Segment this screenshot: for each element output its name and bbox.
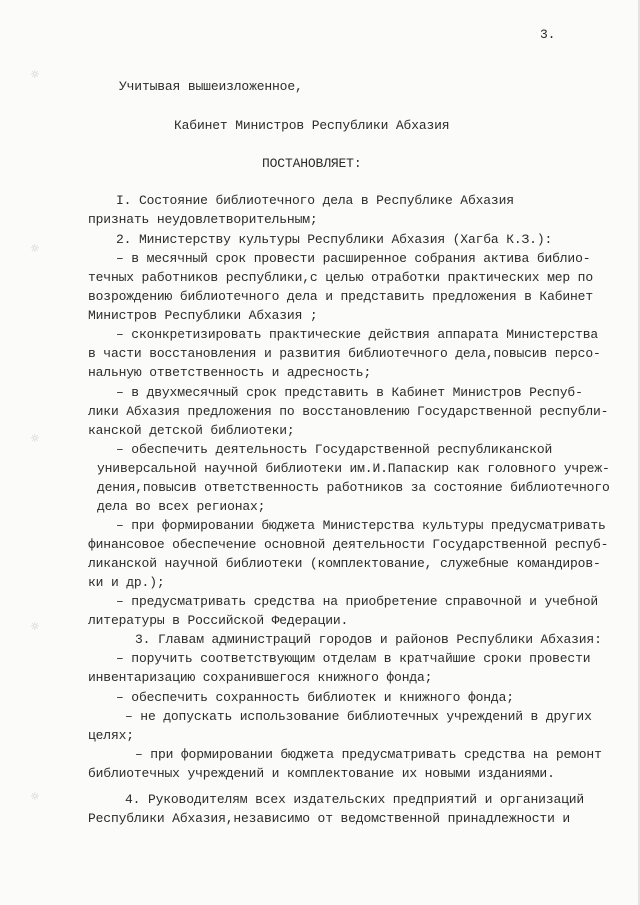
body-line: Республики Абхазия,независимо от ведомственной принадлежности и bbox=[88, 811, 571, 826]
body-line: 3. Главам администраций городов и районов Республики Абхазия: bbox=[135, 632, 602, 647]
margin-mark: ☼ bbox=[30, 242, 40, 255]
body-line: в части восстановления и развития библиотечного дела,повысив персо- bbox=[88, 346, 601, 361]
body-line: лики Абхазия предложения по восстановлению Государственной республи- bbox=[88, 404, 609, 419]
body-line: ки и др.); bbox=[88, 575, 165, 590]
body-line: канской детской библиотеки; bbox=[88, 423, 295, 438]
body-line: ликанской научной библиотеки (комплектование, служебные командиров- bbox=[88, 556, 601, 571]
intro-text: Учитывая вышеизложенное, bbox=[119, 79, 303, 94]
body-line: I. Состояние библиотечного дела в Республике Абхазия bbox=[116, 193, 514, 208]
body-line: возрождению библиотечного дела и представить предложения в Кабинет bbox=[88, 289, 593, 304]
body-line: универсальной научной библиотеки им.И.Папаскир как головного учреж- bbox=[97, 461, 610, 476]
body-line: – обеспечить деятельность Государственной республиканской bbox=[116, 442, 553, 457]
margin-mark: ☼ bbox=[30, 432, 40, 445]
body-line: – при формировании бюджета предусматривать средства на ремонт bbox=[135, 747, 602, 762]
body-line: – поручить соответствующим отделам в кратчайшие сроки провести bbox=[116, 651, 591, 666]
body-line: – предусматривать средства на приобретение справочной и учебной bbox=[116, 594, 599, 609]
body-line: нальную ответственность и адресность; bbox=[88, 365, 372, 380]
decree-heading: ПОСТАНОВЛЯЕТ: bbox=[262, 156, 362, 171]
body-line: 4. Руководителям всех издательских предприятий и организаций bbox=[125, 792, 585, 807]
body-line: целях; bbox=[88, 728, 134, 743]
body-line: финансовое обеспечение основной деятельности Государственной респуб- bbox=[88, 537, 609, 552]
body-line: дела во всех регионах; bbox=[97, 499, 266, 514]
body-line: – при формировании бюджета Министерства культуры предусматривать bbox=[116, 518, 606, 533]
body-line: библиотечных учреждений и комплектование их новыми изданиями. bbox=[88, 766, 555, 781]
body-line: – сконкретизировать практические действия аппарата Министерства bbox=[116, 327, 599, 342]
margin-mark: ☼ bbox=[30, 620, 40, 633]
body-line: инвентаризацию сохранившегося книжного фонда; bbox=[88, 670, 433, 685]
page-number: 3. bbox=[540, 27, 556, 42]
margin-mark: ☼ bbox=[30, 790, 40, 803]
body-line: 2. Министерству культуры Республики Абхазия (Хагба К.З.): bbox=[116, 232, 553, 247]
body-line: признать неудовлетворительным; bbox=[88, 212, 318, 227]
body-line: литературы в Российской Федерации. bbox=[88, 613, 349, 628]
margin-mark: ☼ bbox=[30, 68, 40, 81]
body-line: – обеспечить сохранность библиотек и книжного фонда; bbox=[116, 690, 514, 705]
body-line: течных работников республики,с целью отработки практических мер по bbox=[88, 270, 593, 285]
cabinet-heading: Кабинет Министров Республики Абхазия bbox=[174, 118, 450, 133]
body-line: – в месячный срок провести расширенное собрания актива библио- bbox=[116, 251, 591, 266]
body-line: – не допускать использование библиотечных учреждений в других bbox=[125, 709, 592, 724]
body-line: дения,повысив ответственность работников за состояние библиотечного bbox=[97, 480, 610, 495]
body-line: Министров Республики Абхазия ; bbox=[88, 308, 318, 323]
body-line: – в двухмесячный срок представить в Кабинет Министров Респуб- bbox=[116, 385, 583, 400]
